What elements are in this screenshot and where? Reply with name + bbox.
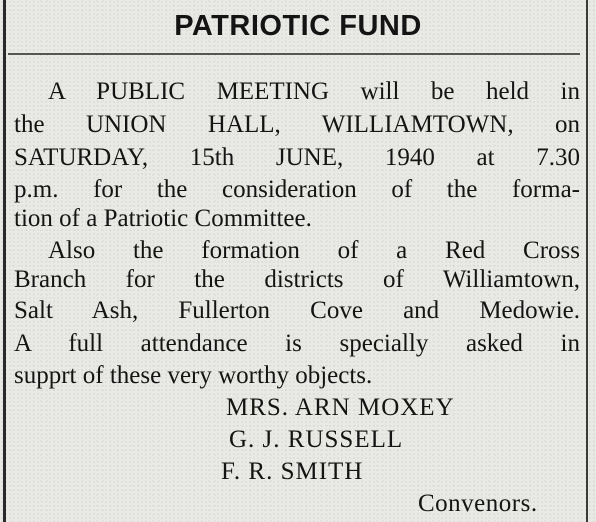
body-line: the UNION HALL, WILLIAMTOWN, on (14, 111, 580, 138)
notice-heading: PATRIOTIC FUND (174, 10, 422, 42)
body-line: Branch for the districts of Williamtown, (14, 266, 580, 293)
heading-divider (8, 53, 580, 55)
body-line: Salt Ash, Fullerton Cove and Medowie. (14, 297, 580, 324)
body-line: supprt of these very worthy objects. (14, 362, 373, 389)
signatory-name: F. R. SMITH (221, 458, 364, 485)
body-line: p.m. for the consideration of the forma- (14, 176, 580, 203)
body-line: Also the formation of a Red Cross (48, 237, 580, 264)
column-rule-left (3, 0, 6, 522)
body-line: SATURDAY, 15th JUNE, 1940 at 7.30 (14, 144, 580, 171)
body-line: A full attendance is specially asked in (14, 330, 580, 357)
signatory-name: G. J. RUSSELL (229, 426, 404, 453)
column-rule-right (586, 0, 588, 522)
body-line: tion of a Patriotic Committee. (14, 205, 312, 232)
signatory-name: MRS. ARN MOXEY (226, 394, 455, 421)
convenors-label: Convenors. (418, 490, 538, 517)
body-line: A PUBLIC MEETING will be held in (48, 78, 580, 105)
